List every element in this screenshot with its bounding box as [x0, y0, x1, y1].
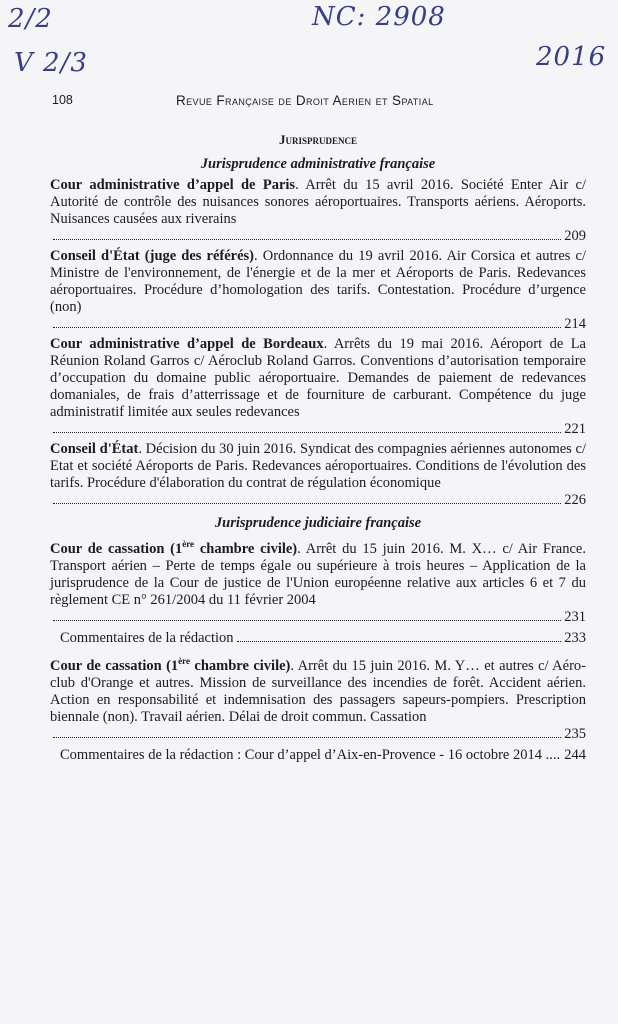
toc-entry [50, 441, 586, 509]
court-name: Cour de cassation (1ère chambre civile) [50, 655, 291, 674]
entry-page: 221 [564, 421, 586, 437]
toc-entry [50, 336, 586, 438]
comment-text: Commentaires de la rédaction [60, 629, 234, 646]
entry-page: 231 [564, 608, 586, 625]
court-name: Conseil d'État [50, 441, 139, 457]
handwritten-year: 2016 [536, 42, 607, 72]
dot-leader [53, 619, 561, 621]
page-number: 108 [52, 93, 73, 107]
entry-text: . Ordonnance du 19 avril 2016. Air Corsica et autres c/ Ministre de l'environnement, de l'énergie et de la mer et Aéroports de Paris. Redevances aéroportuaires. Procédure d’homologation des tarifs. Contestation. Procédure d’urgence (non) [50, 248, 586, 315]
toc-entry [50, 653, 586, 743]
entry-text: . Décision du 30 juin 2016. Syndicat des compagnies aériennes autonomes c/ Etat et société Aéroports de Paris. Redevances aéroportuaires. Conditions de l'évolution des tarifs. Procédure d'élaboration du contrat de régulation économique [50, 441, 586, 491]
subsection-title-judicial: Jurisprudence judiciaire française [214, 515, 422, 531]
entry-text: . Arrêts du 19 mai 2016. Aéroport de La Réunion Roland Garros c/ Aéroclub Roland Garros. Conventions d’autorisation temporaire d’occupation du domaine public aéroportuaire. Demandes de paiement de redevances domaniales, de frais d’atterrissage et de fourniture de carburant. Compétence du juge administratif limitée aux seules redevances [50, 336, 586, 420]
editorial-comment [50, 747, 586, 764]
handwritten-note-top-left: 2/2 [8, 4, 53, 34]
court-name: Cour administrative d’appel de Bordeaux [50, 336, 324, 352]
court-name: Conseil d'État (juge des référés) [50, 248, 254, 264]
court-name: Cour de cassation (1ère chambre civile) [50, 539, 298, 557]
comment-text: Commentaires de la rédaction : Cour d’appel d’Aix-en-Provence - 16 octobre 2014 .... [60, 746, 561, 763]
entry-page: 235 [564, 725, 586, 742]
entry-text: . Arrêt du 15 avril 2016. Société Enter Air c/ Autorité de contrôle des nuisances sonores aéroportuaires. Transports aériens. Aéroports. Nuisances causées aux riverains [50, 177, 587, 227]
dot-leader [53, 502, 561, 504]
dot-leader [53, 736, 561, 738]
handwritten-code: NC: 2908 [312, 2, 446, 32]
entry-page: 209 [564, 228, 586, 244]
entry-text: . Arrêt du 15 juin 2016. M. Y… et autres c/ Aéro-club d'Orange et autres. Mission de surveillance des incendies de forêt. Accident aérien. Action en responsabilité et indemnisation des passagers sapeurs-pompiers. Prescription biennale (non). Travail aérien. Délai de droit commun. Cassation [50, 657, 586, 725]
toc-entry [50, 177, 586, 245]
dot-leader [53, 326, 561, 328]
handwritten-volume: V 2/3 [14, 48, 88, 78]
table-of-contents [50, 132, 586, 770]
comment-page: 233 [564, 629, 586, 646]
editorial-comment [50, 630, 586, 647]
entry-text: . Arrêt du 15 juin 2016. M. X… c/ Air France. Transport aérien – Perte de temps égale ou supérieure à trois heures – Application de la jurisprudence de la Cour de justice de l'Union européenne relative aux articles 6 et 7 du règlement CE n° 261/2004 du 11 février 2004 [50, 540, 586, 608]
dot-leader [53, 431, 561, 433]
toc-entry [50, 248, 586, 333]
entry-page: 226 [564, 492, 586, 508]
section-title: Jurisprudence [278, 132, 357, 147]
entry-page: 214 [564, 316, 586, 332]
journal-title: Revue Française de Droit Aerien et Spatial [176, 93, 434, 108]
dot-leader [237, 640, 562, 642]
comment-page: 244 [564, 746, 586, 763]
dot-leader [53, 238, 561, 240]
subsection-title-administrative: Jurisprudence administrative française [200, 156, 436, 172]
toc-entry [50, 536, 586, 626]
court-name: Cour administrative d’appel de Paris [50, 177, 296, 193]
